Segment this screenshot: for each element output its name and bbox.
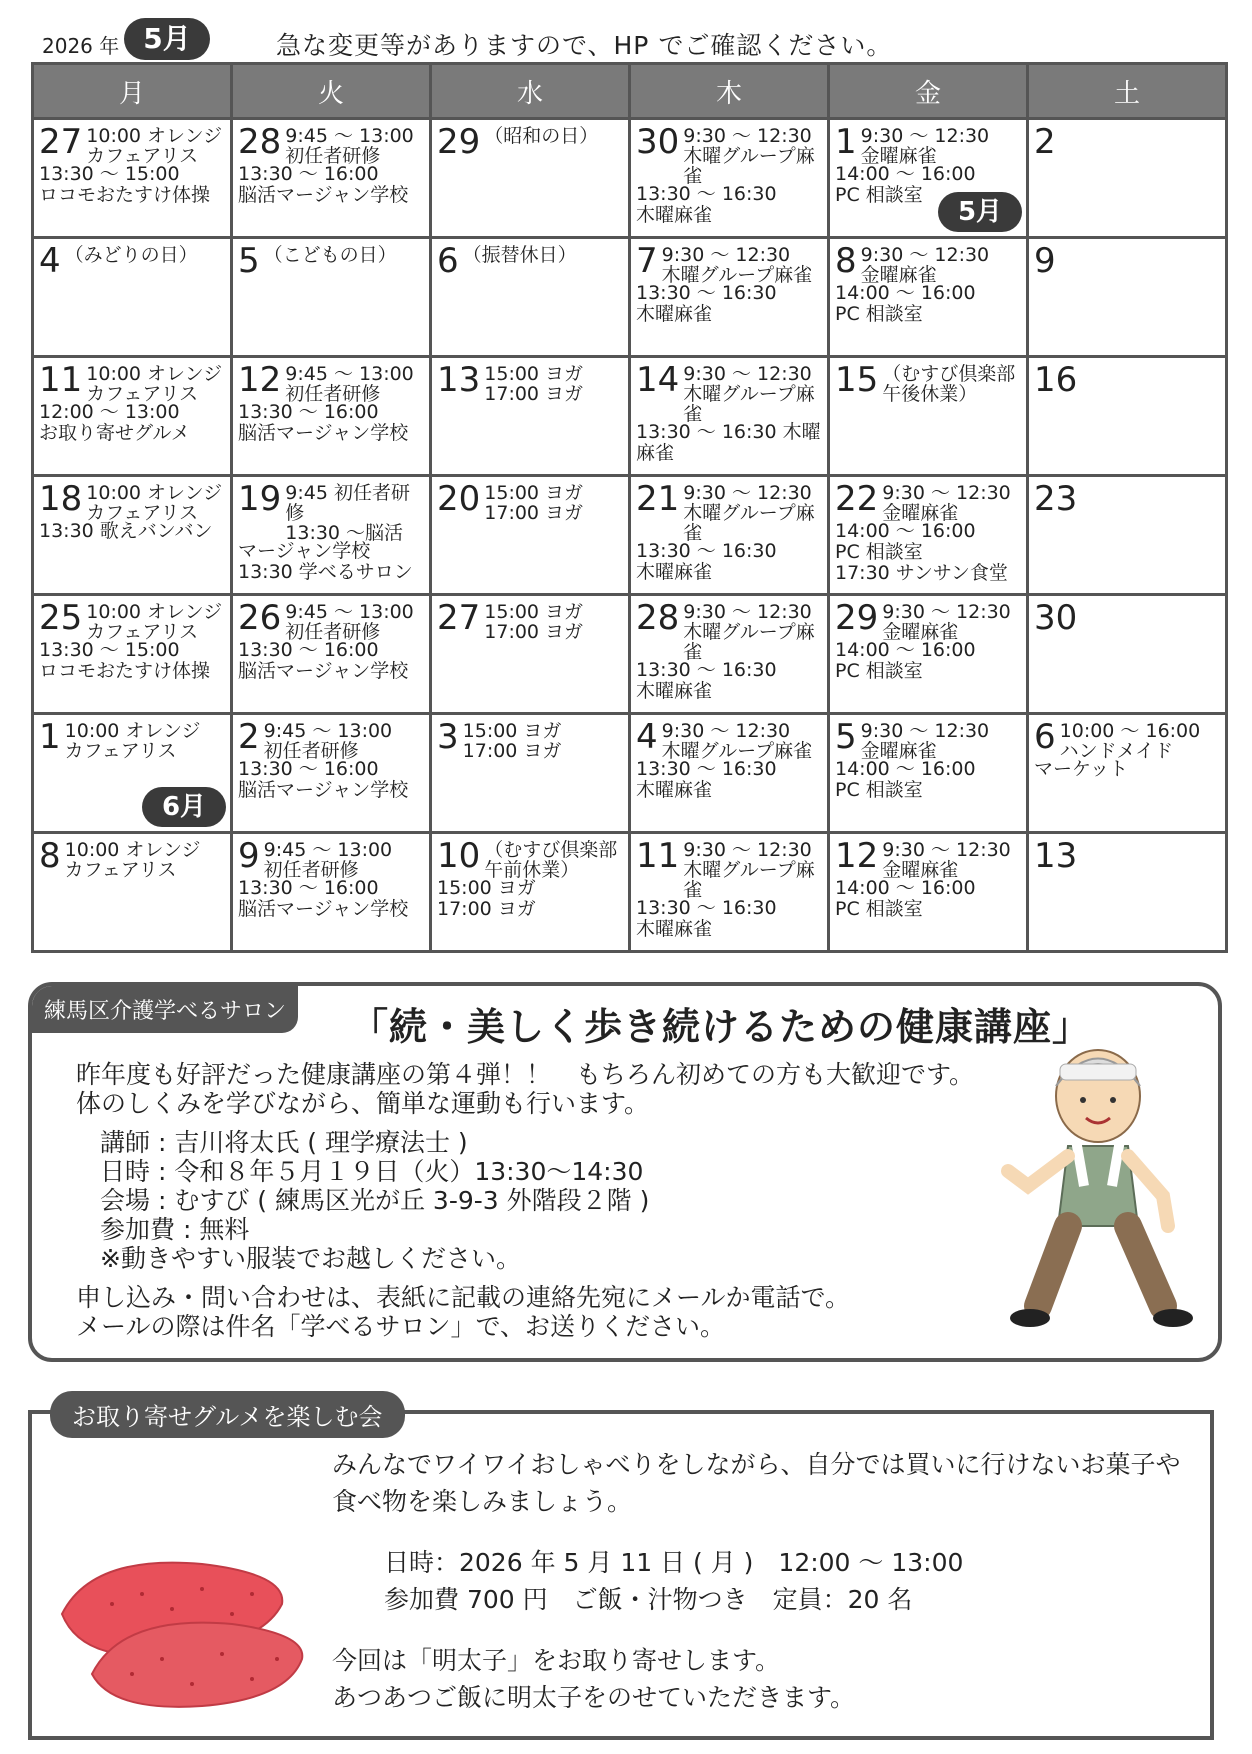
day-number: 8 — [39, 836, 61, 876]
salon-lecturer: 講師 : 吉川将太氏 ( 理学療法士 ) — [100, 1128, 468, 1157]
day-events-top: 9:30 ～ 12:30 金曜麻雀 — [882, 601, 1011, 643]
day-events-top: 9:30 ～ 12:30 木曜グループ麻雀 — [683, 601, 815, 663]
calendar-day-cell — [631, 358, 827, 474]
day-number: 20 — [437, 479, 481, 519]
calendar-day-cell — [830, 358, 1026, 474]
salon-fee: 参加費 : 無料 — [100, 1215, 250, 1244]
day-events-top: 15:00 ヨガ 17:00 ヨガ — [484, 363, 584, 405]
day-events-top: 9:45 初任者研修 13:30 ～脳活 — [285, 482, 410, 544]
calendar-day-cell — [830, 596, 1026, 712]
calendar-day-cell — [631, 120, 827, 236]
day-events-bottom: 13:30 ～ 16:30 木曜麻雀 — [636, 282, 777, 325]
calendar-day-cell — [1029, 596, 1225, 712]
day-events-bottom: 13:30 ～ 15:00 ロコモおたすけ体操 — [39, 163, 211, 206]
day-events-bottom: 13:30 ～ 16:00 脳活マージャン学校 — [238, 877, 409, 920]
day-number: 15 — [835, 360, 879, 400]
day-events-bottom: 14:00 ～ 16:00 PC 相談室 — [835, 163, 976, 206]
calendar-day-cell — [233, 358, 429, 474]
calendar-day-cell — [34, 239, 230, 355]
calendar-day-cell — [830, 834, 1026, 950]
calendar-day-cell — [830, 715, 1026, 831]
day-events-top: 10:00 オレンジ カフェアリス — [86, 125, 223, 167]
calendar-day-cell — [233, 120, 429, 236]
day-events-bottom: 13:30 ～ 16:30 木曜麻雀 — [636, 897, 777, 940]
dow-fri: 金 — [830, 65, 1026, 117]
day-number: 10 — [437, 836, 481, 876]
day-number: 29 — [437, 122, 481, 162]
day-events-bottom: 13:30 ～ 16:00 脳活マージャン学校 — [238, 163, 409, 206]
dow-wed: 水 — [432, 65, 628, 117]
day-number: 30 — [1034, 598, 1078, 638]
gourmet-line-1: みんなでワイワイおしゃべりをしながら、自分では買いに行けないお菓子や — [332, 1450, 1181, 1479]
day-number: 7 — [636, 241, 658, 281]
calendar-day-cell — [1029, 358, 1225, 474]
day-events-top: 10:00 オレンジ カフェアリス — [64, 839, 201, 881]
day-events-bottom: 13:30 ～ 16:30 木曜麻雀 — [636, 758, 777, 801]
calendar-day-cell — [233, 596, 429, 712]
calendar-day-cell — [830, 477, 1026, 593]
day-number: 2 — [238, 717, 260, 757]
day-events-bottom: 13:30 ～ 15:00 ロコモおたすけ体操 — [39, 639, 211, 682]
salon-venue: 会場 : むすび ( 練馬区光が丘 3-9-3 外階段２階 ) — [100, 1186, 650, 1215]
day-events-bottom: 13:30 歌えバンバン — [39, 520, 213, 542]
day-events-top: （むすび倶楽部 午前休業） — [484, 839, 618, 881]
day-number: 19 — [238, 479, 282, 519]
day-events-top: 9:30 ～ 12:30 金曜麻雀 — [882, 482, 1011, 524]
day-events-bottom: 14:00 ～ 16:00 PC 相談室 — [835, 639, 976, 682]
day-events-bottom: マージャン学校 13:30 学べるサロン — [238, 540, 413, 583]
gourmet-body — [332, 1446, 1181, 1716]
gourmet-tag: お取り寄せグルメを楽しむ会 — [50, 1391, 405, 1438]
dow-mon: 月 — [34, 65, 230, 117]
gourmet-fee: 参加費 700 円 ご飯・汁物つき 定員：20 名 — [384, 1585, 913, 1614]
calendar-day-cell — [34, 120, 230, 236]
day-events-bottom: 13:30 ～ 16:30 木曜 麻雀 — [636, 421, 821, 464]
day-number: 14 — [636, 360, 680, 400]
calendar-day-cell — [233, 834, 429, 950]
day-events-top: 9:45 ～ 13:00 初任者研修 — [285, 363, 414, 405]
day-events-top: 9:30 ～ 12:30 金曜麻雀 — [860, 244, 990, 286]
day-events-bottom: 13:30 ～ 16:00 脳活マージャン学校 — [238, 758, 409, 801]
calendar-day-cell — [432, 120, 628, 236]
day-events-bottom: 14:00 ～ 16:00 PC 相談室 17:30 サンサン食堂 — [835, 520, 1008, 584]
calendar-day-cell — [432, 477, 628, 593]
day-number: 6 — [1034, 717, 1056, 757]
day-events-bottom: 13:30 ～ 16:00 脳活マージャン学校 — [238, 639, 409, 682]
calendar-day-cell — [34, 477, 230, 593]
calendar-day-cell — [1029, 477, 1225, 593]
salon-tag: 練馬区介護学べるサロン — [32, 986, 298, 1033]
day-events-top: 9:45 ～ 13:00 初任者研修 — [285, 601, 414, 643]
day-number: 12 — [835, 836, 879, 876]
calendar-day-cell — [432, 239, 628, 355]
day-events-bottom: 13:30 ～ 16:30 木曜麻雀 — [636, 659, 777, 702]
day-number: 2 — [1034, 122, 1056, 162]
day-number: 13 — [1034, 836, 1078, 876]
day-events-bottom: 13:30 ～ 16:00 脳活マージャン学校 — [238, 401, 409, 444]
calendar-day-cell — [830, 239, 1026, 355]
day-events-top: 15:00 ヨガ 17:00 ヨガ — [484, 601, 584, 643]
calendar-day-cell — [432, 834, 628, 950]
calendar-day-cell — [1029, 834, 1225, 950]
gourmet-item-1: 今回は「明太子」をお取り寄せします。 — [332, 1646, 781, 1675]
day-events-top: （昭和の日） — [484, 125, 599, 147]
day-events-top: 10:00 オレンジ カフェアリス — [86, 363, 223, 405]
gourmet-line-2: 食べ物を楽しみましょう。 — [332, 1487, 633, 1516]
day-events-bottom: 14:00 ～ 16:00 PC 相談室 — [835, 758, 976, 801]
day-events-top: 9:30 ～ 12:30 木曜グループ麻雀 — [661, 720, 813, 762]
day-number: 12 — [238, 360, 282, 400]
day-number: 9 — [1034, 241, 1056, 281]
day-events-bottom: マーケット — [1034, 758, 1129, 780]
salon-intro-1: 昨年度も好評だった健康講座の第４弾！！ もちろん初めての方も大歓迎です。 — [76, 1060, 975, 1089]
day-number: 29 — [835, 598, 879, 638]
day-events-bottom: 12:00 ～ 13:00 お取り寄せグルメ — [39, 401, 190, 444]
day-events-top: 9:30 ～ 12:30 金曜麻雀 — [860, 720, 990, 762]
day-events-bottom: 15:00 ヨガ 17:00 ヨガ — [437, 877, 536, 920]
day-events-top: 10:00 オレンジ カフェアリス — [86, 601, 223, 643]
day-number: 11 — [636, 836, 680, 876]
calendar-day-cell — [34, 596, 230, 712]
day-events-top: （みどりの日） — [64, 244, 198, 266]
walking-man-illustration — [998, 1036, 1198, 1336]
page-header — [0, 0, 1252, 62]
day-number: 5 — [238, 241, 260, 281]
calendar-day-cell — [830, 120, 1026, 236]
salon-section — [28, 982, 1222, 1362]
day-number: 3 — [437, 717, 459, 757]
calendar-day-cell — [631, 596, 827, 712]
day-number: 23 — [1034, 479, 1078, 519]
calendar-grid — [31, 62, 1228, 953]
day-events-bottom: 14:00 ～ 16:00 PC 相談室 — [835, 282, 976, 325]
calendar-day-cell — [432, 596, 628, 712]
gourmet-date: 日時：2026 年 5 月 11 日 ( 月 ) 12:00 ～ 13:00 — [384, 1548, 964, 1577]
calendar-day-cell — [233, 715, 429, 831]
day-events-top: 9:45 ～ 13:00 初任者研修 — [263, 839, 393, 881]
calendar-day-cell — [432, 358, 628, 474]
month-marker-badge: 5月 — [938, 192, 1022, 232]
day-number: 27 — [39, 122, 83, 162]
day-events-top: 10:00 オレンジ カフェアリス — [64, 720, 201, 762]
day-events-top: （こどもの日） — [263, 244, 397, 266]
day-events-top: 9:30 ～ 12:30 金曜麻雀 — [860, 125, 990, 167]
day-events-top: 9:30 ～ 12:30 木曜グループ麻雀 — [683, 482, 815, 544]
day-events-top: 10:00 ～ 16:00 ハンドメイド — [1059, 720, 1201, 762]
calendar-day-cell — [34, 715, 230, 831]
day-number: 30 — [636, 122, 680, 162]
dow-thu: 木 — [631, 65, 827, 117]
day-number: 1 — [39, 717, 61, 757]
calendar-day-cell — [432, 715, 628, 831]
calendar-day-cell — [34, 358, 230, 474]
mentaiko-illustration — [52, 1534, 312, 1714]
day-events-bottom: 14:00 ～ 16:00 PC 相談室 — [835, 877, 976, 920]
calendar-day-cell — [233, 477, 429, 593]
day-events-top: （むすび倶楽部 午後休業） — [882, 363, 1016, 405]
calendar-day-cell — [631, 477, 827, 593]
day-events-top: 9:45 ～ 13:00 初任者研修 — [263, 720, 393, 762]
salon-note: ※動きやすい服装でお越しください。 — [100, 1244, 521, 1273]
salon-date: 日時 : 令和８年５月１９日（火）13:30～14:30 — [100, 1157, 644, 1186]
calendar-day-cell — [34, 834, 230, 950]
day-number: 28 — [238, 122, 282, 162]
day-number: 4 — [39, 241, 61, 281]
month-marker-badge: 6月 — [142, 787, 226, 827]
day-number: 13 — [437, 360, 481, 400]
month-badge: 5月 — [124, 18, 210, 60]
day-events-top: 15:00 ヨガ 17:00 ヨガ — [462, 720, 562, 762]
calendar-day-cell — [1029, 715, 1225, 831]
day-number: 5 — [835, 717, 857, 757]
day-number: 6 — [437, 241, 459, 281]
day-number: 25 — [39, 598, 83, 638]
day-events-top: 15:00 ヨガ 17:00 ヨガ — [484, 482, 584, 524]
day-events-top: 9:30 ～ 12:30 木曜グループ麻雀 — [683, 363, 815, 425]
year-label: 2026 年 — [42, 34, 120, 58]
dow-tue: 火 — [233, 65, 429, 117]
day-number: 22 — [835, 479, 879, 519]
day-events-top: 9:45 ～ 13:00 初任者研修 — [285, 125, 414, 167]
day-events-bottom: 13:30 ～ 16:30 木曜麻雀 — [636, 183, 777, 226]
calendar-day-cell — [631, 239, 827, 355]
salon-apply-1: 申し込み・問い合わせは、表紙に記載の連絡先宛にメールか電話で。 — [76, 1283, 851, 1312]
day-number: 18 — [39, 479, 83, 519]
day-number: 9 — [238, 836, 260, 876]
day-events-bottom: 13:30 ～ 16:30 木曜麻雀 — [636, 540, 777, 583]
gourmet-section — [28, 1410, 1214, 1740]
dow-sat: 土 — [1029, 65, 1225, 117]
salon-body — [76, 1060, 974, 1341]
day-number: 8 — [835, 241, 857, 281]
calendar-day-cell — [631, 834, 827, 950]
calendar-day-cell — [233, 239, 429, 355]
calendar-day-cell — [1029, 239, 1225, 355]
day-number: 4 — [636, 717, 658, 757]
day-events-top: （振替休日） — [462, 244, 577, 266]
day-number: 21 — [636, 479, 680, 519]
calendar-day-cell — [631, 715, 827, 831]
day-events-top: 10:00 オレンジ カフェアリス — [86, 482, 223, 524]
day-events-top: 9:30 ～ 12:30 金曜麻雀 — [882, 839, 1011, 881]
day-events-top: 9:30 ～ 12:30 木曜グループ麻雀 — [683, 839, 815, 901]
day-events-top: 9:30 ～ 12:30 木曜グループ麻雀 — [683, 125, 815, 187]
day-number: 16 — [1034, 360, 1078, 400]
gourmet-item-2: あつあつご飯に明太子をのせていただきます。 — [332, 1683, 856, 1712]
day-events-top: 9:30 ～ 12:30 木曜グループ麻雀 — [661, 244, 813, 286]
day-number: 1 — [835, 122, 857, 162]
day-number: 11 — [39, 360, 83, 400]
salon-intro-2: 体のしくみを学びながら、簡単な運動も行います。 — [76, 1089, 650, 1118]
salon-apply-2: メールの際は件名「学べるサロン」で、お送りください。 — [76, 1312, 726, 1341]
day-number: 27 — [437, 598, 481, 638]
notice-text: 急な変更等がありますので、HP でご確認ください。 — [276, 31, 893, 60]
calendar-day-cell — [1029, 120, 1225, 236]
day-number: 28 — [636, 598, 680, 638]
day-number: 26 — [238, 598, 282, 638]
salon-title: 「続・美しく歩き続けるための健康講座」 — [350, 1005, 1092, 1049]
